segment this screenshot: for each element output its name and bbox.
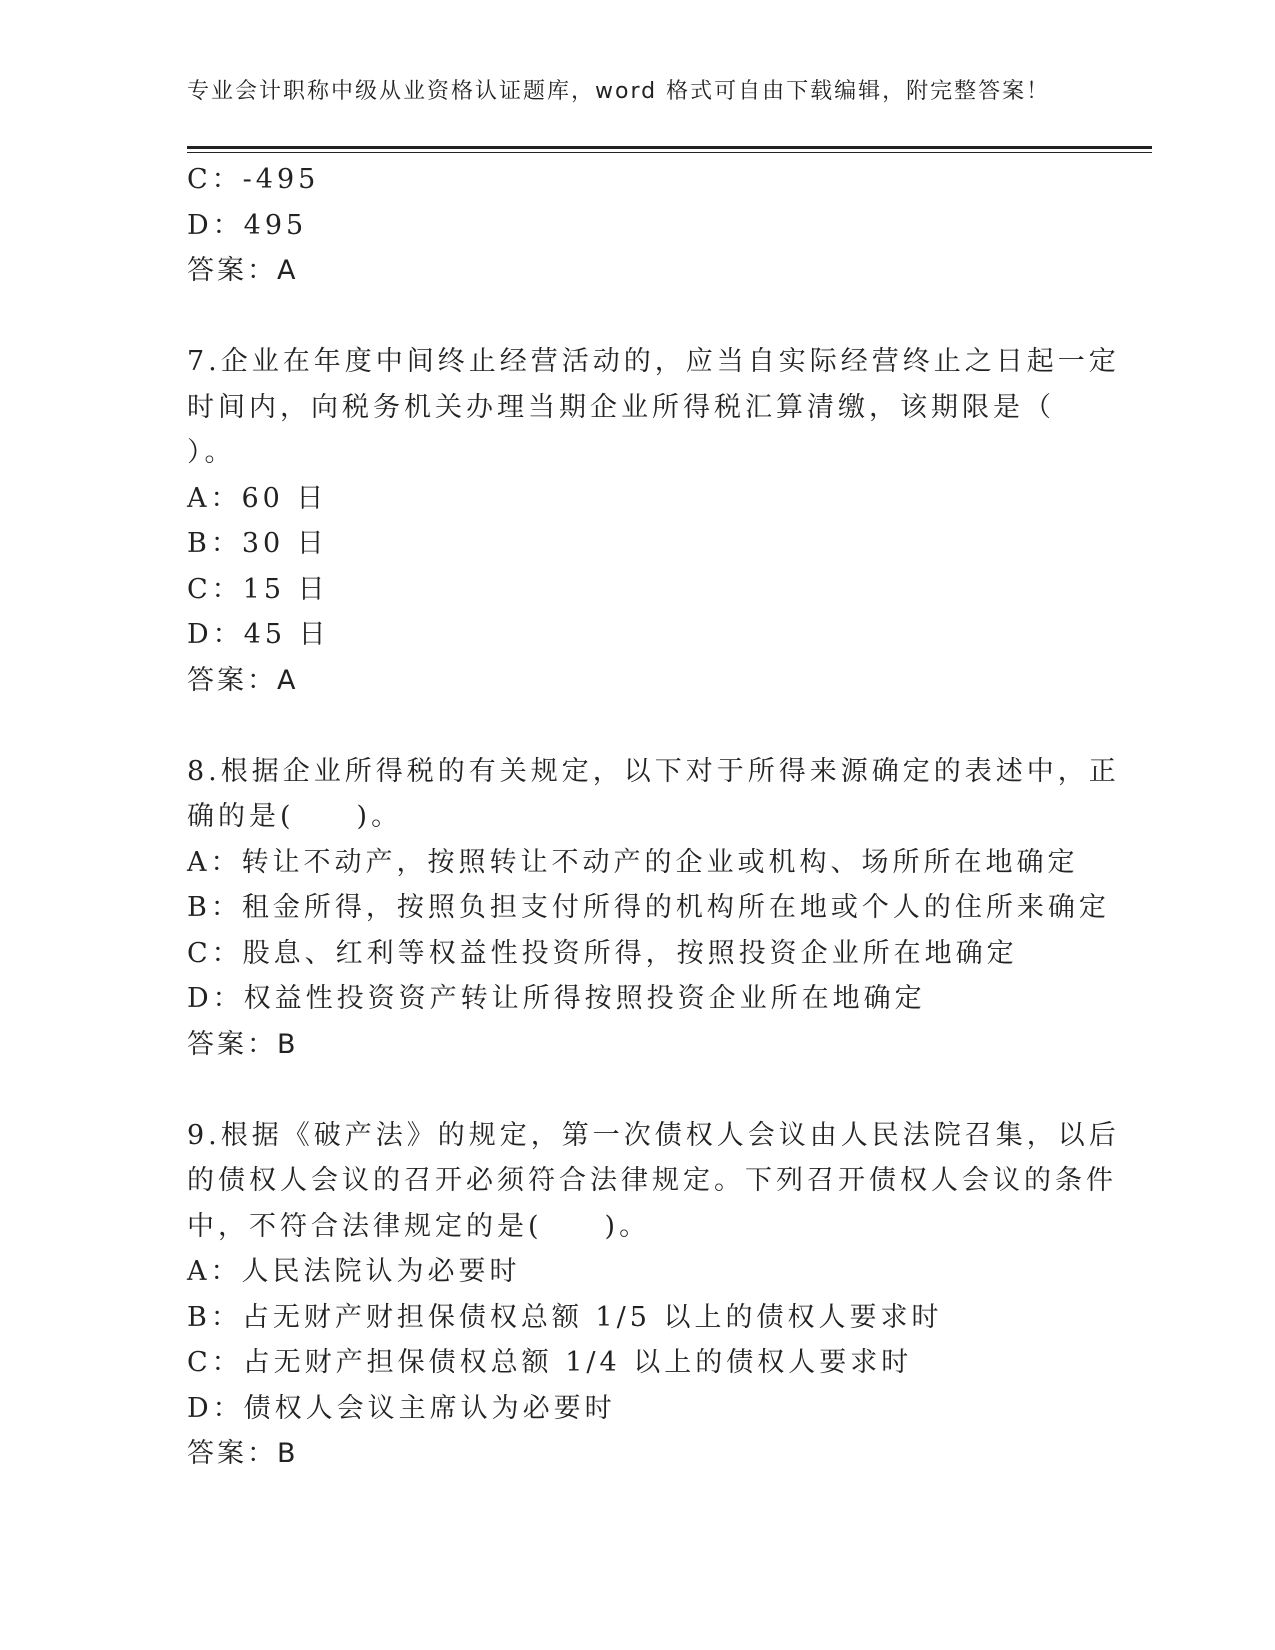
spacer [187, 1067, 1087, 1113]
question-7 [187, 339, 1120, 703]
option-a: A：人民法院认为必要时 [187, 1256, 521, 1287]
header-rule-thin [187, 152, 1152, 153]
option-c: C：股息、红利等权益性投资所得，按照投资企业所在地确定 [187, 937, 1018, 969]
spacer [187, 294, 1087, 340]
option-b: B：租金所得，按照负担支付所得的机构所在地或个人的住所来确定 [187, 892, 1110, 923]
question-content [187, 157, 1120, 1477]
page-header: 专业会计职称中级从业资格认证题库，word 格式可自由下载编辑，附完整答案！ [187, 79, 1051, 104]
question-text-line: 中，不符合法律规定的是( )。 [187, 1210, 651, 1242]
option-b: B：占无财产财担保债权总额 1/5 以上的债权人要求时 [187, 1301, 943, 1333]
option-a: A：60 日 [187, 482, 328, 514]
question-9 [187, 1113, 1120, 1477]
answer: 答案：A [187, 255, 299, 286]
question-text-line: 9.根据《破产法》的规定，第一次债权人会议由人民法院召集，以后 [187, 1119, 1120, 1151]
option-b: B：30 日 [187, 528, 328, 559]
option-d: D：债权人会议主席认为必要时 [187, 1392, 616, 1424]
answer: 答案：A [187, 664, 299, 696]
spacer [187, 703, 1087, 749]
option-d: D：权益性投资资产转让所得按照投资企业所在地确定 [187, 983, 926, 1014]
option-c: C：-495 [187, 164, 320, 195]
question-8 [187, 749, 1120, 1068]
answer: 答案：B [187, 1028, 299, 1060]
answer: 答案：B [187, 1438, 299, 1469]
option-c: C：15 日 [187, 573, 329, 605]
question-text-line: ）。 [187, 437, 236, 468]
option-c: C：占无财产担保债权总额 1/4 以上的债权人要求时 [187, 1347, 913, 1378]
question-text-line: 7.企业在年度中间终止经营活动的，应当自实际经营终止之日起一定 [187, 346, 1120, 377]
header-rule-thick [187, 146, 1152, 149]
question-text-line: 的债权人会议的召开必须符合法律规定。下列召开债权人会议的条件 [187, 1165, 1117, 1196]
question-text-line: 时间内，向税务机关办理当期企业所得税汇算清缴，该期限是（ [187, 391, 1055, 423]
previous-question-tail [187, 157, 1087, 294]
question-text-line: 8.根据企业所得税的有关规定，以下对于所得来源确定的表述中，正 [187, 755, 1120, 787]
option-a: A：转让不动产，按照转让不动产的企业或机构、场所所在地确定 [187, 846, 1079, 878]
question-text-line: 确的是( )。 [187, 801, 403, 832]
option-d: D：495 [187, 209, 308, 241]
option-d: D：45 日 [187, 619, 330, 650]
